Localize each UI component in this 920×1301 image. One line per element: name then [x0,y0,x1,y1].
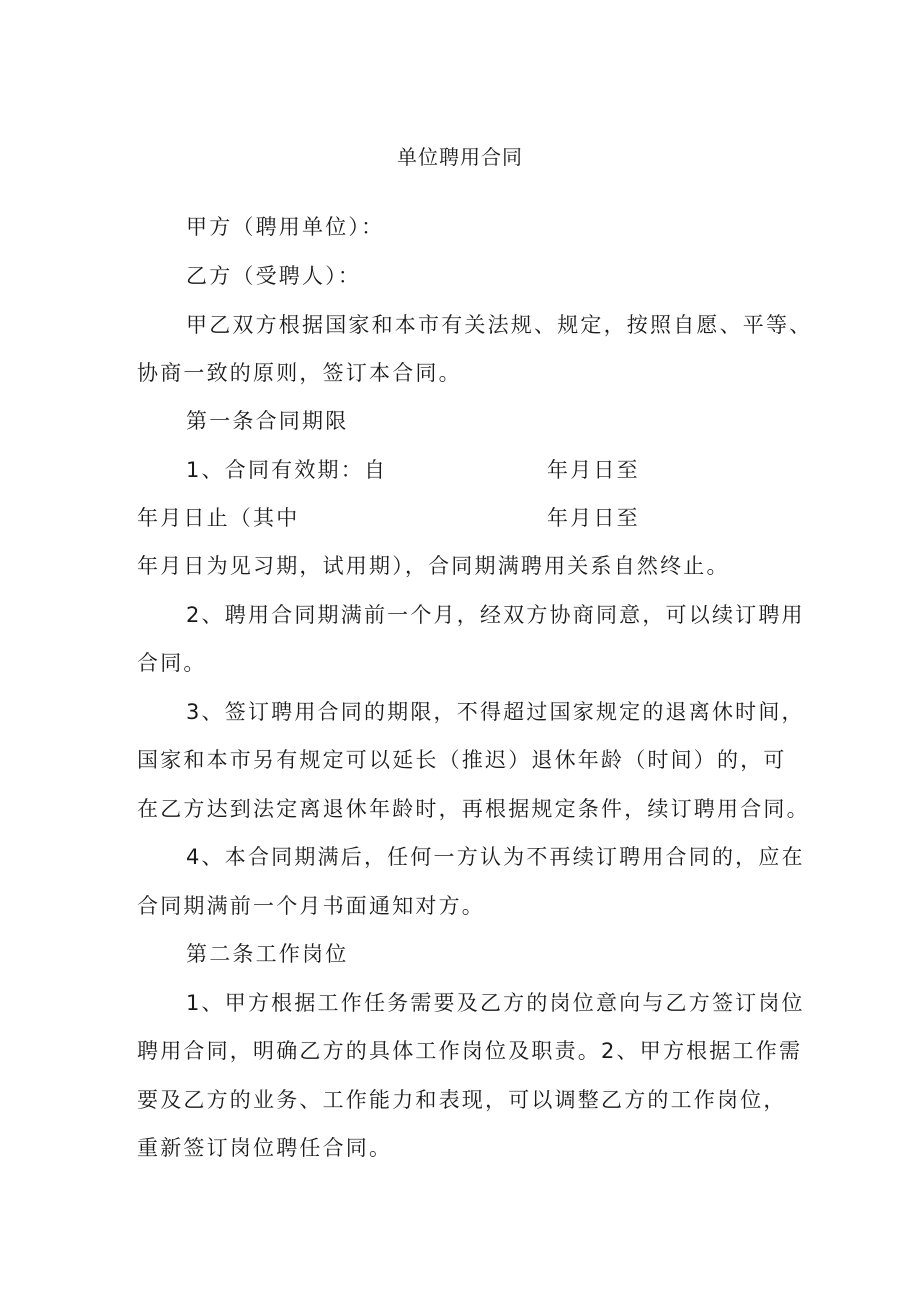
term-line-3: 年月日为见习期，试用期），合同期满聘用关系自然终止。 [137,554,730,578]
term-line-1-left: 1、合同有效期：自 [186,458,388,482]
term-line-2-left: 年月日止（其中 [137,506,300,530]
position-line-4: 重新签订岗位聘任合同。 [137,1136,393,1160]
position-line-1: 1、甲方根据工作任务需要及乙方的岗位意向与乙方签订岗位 [186,991,805,1015]
party-a-line: 甲方（聘用单位）： [186,215,385,239]
limit-line-3: 在乙方达到法定离退休年龄时，再根据规定条件，续订聘用合同。 [137,797,810,821]
article1-heading: 第一条合同期限 [186,409,349,433]
limit-line-2: 国家和本市另有规定可以延长（推迟）退休年龄（时间）的，可 [137,748,787,772]
article2-heading: 第二条工作岗位 [186,942,349,966]
expiry-line-1: 4、本合同期满后，任何一方认为不再续订聘用合同的，应在 [186,845,805,869]
renewal-line-2: 合同。 [137,651,207,675]
renewal-line-1: 2、聘用合同期满前一个月，经双方协商同意，可以续订聘用 [186,603,805,627]
preamble-line-2: 协商一致的原则，签订本合同。 [137,361,462,385]
position-line-2: 聘用合同，明确乙方的具体工作岗位及职责。2、甲方根据工作需 [137,1039,803,1063]
position-line-3: 要及乙方的业务、工作能力和表现，可以调整乙方的工作岗位， [137,1088,787,1112]
expiry-line-2: 合同期满前一个月书面通知对方。 [137,894,485,918]
preamble-line-1: 甲乙双方根据国家和本市有关法规、规定，按照自愿、平等、 [186,313,813,337]
party-b-line: 乙方（受聘人）： [186,264,362,288]
limit-line-1: 3、签订聘用合同的期限，不得超过国家规定的退离休时间， [186,700,805,724]
term-line-2-right: 年月日至 [547,506,640,530]
document-title: 单位聘用合同 [397,145,523,169]
term-line-1-right: 年月日至 [547,458,640,482]
